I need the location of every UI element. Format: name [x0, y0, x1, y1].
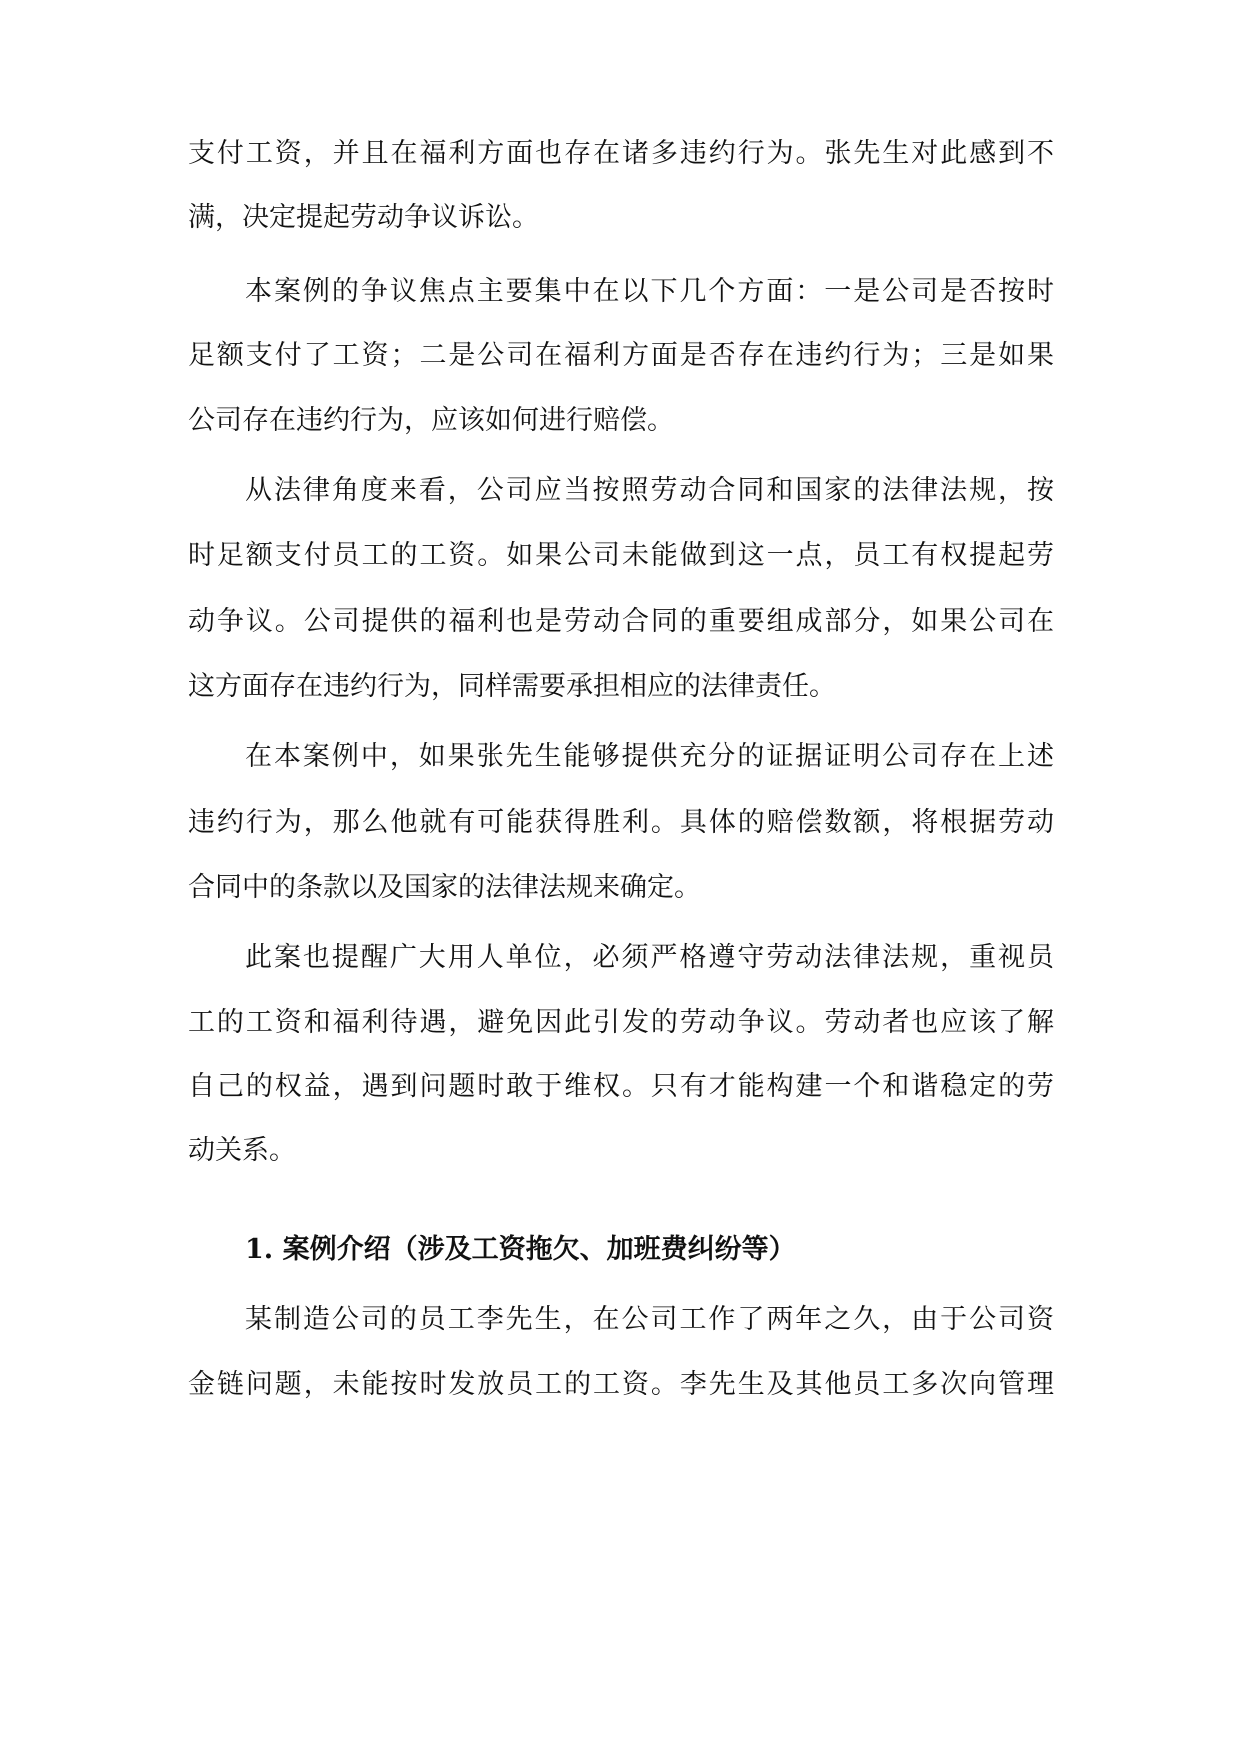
- final-paragraph-line-2: 金链问题，未能按时发放员工的工资。李先生及其他员工多次向管理: [188, 1369, 1054, 1400]
- paragraph-4-line-3: 合同中的条款以及国家的法律法规来确定。: [188, 872, 701, 903]
- paragraph-2-line-3: 公司存在违约行为，应该如何进行赔偿。: [188, 405, 674, 436]
- paragraph-4-line-2: 违约行为，那么他就有可能获得胜利。具体的赔偿数额，将根据劳动: [188, 807, 1054, 838]
- final-paragraph-line-1: 某制造公司的员工李先生，在公司工作了两年之久，由于公司资: [245, 1304, 1054, 1335]
- paragraph-5-line-2: 工的工资和福利待遇，避免因此引发的劳动争议。劳动者也应该了解: [188, 1007, 1054, 1038]
- paragraph-4-line-1: 在本案例中，如果张先生能够提供充分的证据证明公司存在上述: [245, 741, 1054, 772]
- paragraph-3-line-4: 这方面存在违约行为，同样需要承担相应的法律责任。: [188, 671, 836, 702]
- paragraph-1-line-1: 支付工资，并且在福利方面也存在诸多违约行为。张先生对此感到不: [188, 138, 1054, 169]
- paragraph-3-line-2: 时足额支付员工的工资。如果公司未能做到这一点，员工有权提起劳: [188, 540, 1054, 571]
- paragraph-5-line-4: 动关系。: [188, 1135, 296, 1166]
- paragraph-3-line-3: 动争议。公司提供的福利也是劳动合同的重要组成部分，如果公司在: [188, 606, 1054, 637]
- paragraph-5-line-1: 此案也提醒广大用人单位，必须严格遵守劳动法律法规，重视员: [245, 942, 1054, 973]
- paragraph-1-line-2: 满，决定提起劳动争议诉讼。: [188, 202, 539, 233]
- paragraph-5-line-3: 自己的权益，遇到问题时敢于维权。只有才能构建一个和谐稳定的劳: [188, 1071, 1054, 1102]
- paragraph-2-line-2: 足额支付了工资；二是公司在福利方面是否存在违约行为；三是如果: [188, 340, 1054, 371]
- paragraph-3-line-1: 从法律角度来看，公司应当按照劳动合同和国家的法律法规，按: [245, 475, 1054, 506]
- paragraph-2-line-1: 本案例的争议焦点主要集中在以下几个方面：一是公司是否按时: [245, 276, 1054, 307]
- section-heading: 1. 案例介绍（涉及工资拖欠、加班费纠纷等）: [245, 1234, 796, 1265]
